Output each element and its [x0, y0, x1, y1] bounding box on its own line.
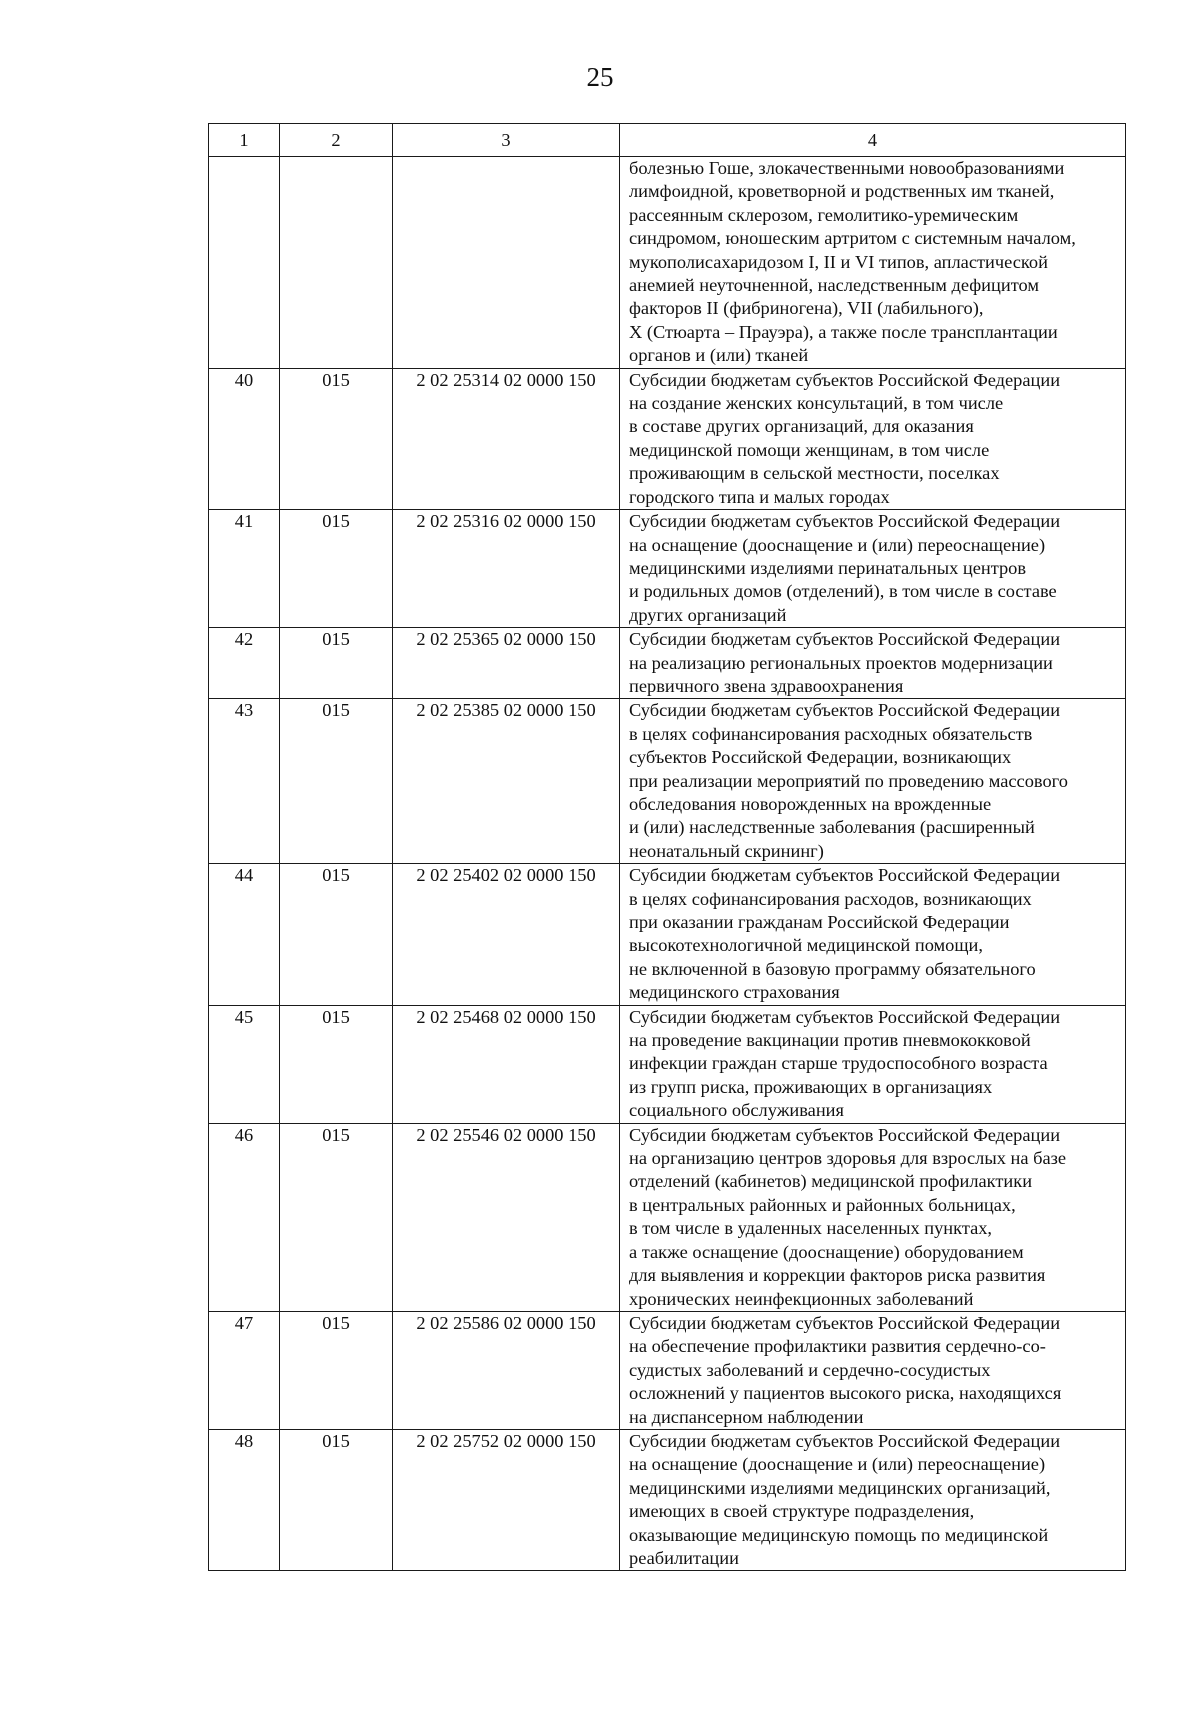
income-description: [620, 1005, 1126, 1123]
description-line: социального обслуживания: [629, 1100, 844, 1121]
row-number: 40: [209, 368, 280, 509]
header-row: [209, 124, 1126, 157]
description-line: и (или) наследственные заболевания (расширенный: [629, 817, 1035, 838]
description-line: для выявления и коррекции факторов риска развития: [629, 1265, 1046, 1286]
description-line: неонатальный скрининг): [629, 840, 824, 861]
description-line: хронических неинфекционных заболеваний: [629, 1288, 974, 1309]
description-line: Субсидии бюджетам субъектов Российской Федерации: [629, 865, 1061, 886]
description-line: Субсидии бюджетам субъектов Российской Федерации: [629, 1124, 1061, 1145]
row-number: 41: [209, 510, 280, 628]
description-line: реабилитации: [629, 1547, 739, 1568]
budget-classification-code: 2 02 25365 02 0000 150: [393, 628, 620, 699]
description-line: первичного звена здравоохранения: [629, 675, 904, 696]
column-header-2: 2: [280, 124, 393, 157]
income-description: [620, 1123, 1126, 1311]
description-line: из групп риска, проживающих в организациях: [629, 1076, 993, 1097]
table-row: [209, 157, 1126, 369]
income-description: [620, 699, 1126, 864]
budget-classification-code: 2 02 25468 02 0000 150: [393, 1005, 620, 1123]
description-line: на оснащение (дооснащение и (или) переоснащение): [629, 1454, 1046, 1475]
description-line: в составе других организаций, для оказания: [629, 416, 974, 437]
description-line: осложнений у пациентов высокого риска, находящихся: [629, 1383, 1062, 1404]
row-number: [209, 157, 280, 369]
description-line: проживающим в сельской местности, поселках: [629, 463, 1000, 484]
administrator-code: 015: [280, 628, 393, 699]
description-line: на создание женских консультаций, в том числе: [629, 393, 1004, 414]
row-number: 43: [209, 699, 280, 864]
budget-code-table: [208, 123, 1126, 1571]
administrator-code: 015: [280, 368, 393, 509]
description-line: на диспансерном наблюдении: [629, 1406, 864, 1427]
table-row: [209, 864, 1126, 1005]
budget-classification-code: 2 02 25314 02 0000 150: [393, 368, 620, 509]
description-line: других организаций: [629, 604, 787, 625]
description-line: медицинской помощи женщинам, в том числе: [629, 439, 990, 460]
description-line: судистых заболеваний и сердечно-сосудистых: [629, 1359, 991, 1380]
description-line: органов и (или) тканей: [629, 345, 809, 366]
description-line: а также оснащение (дооснащение) оборудованием: [629, 1241, 1024, 1262]
description-line: медицинскими изделиями медицинских организаций,: [629, 1477, 1051, 1498]
description-line: Субсидии бюджетам субъектов Российской Федерации: [629, 1006, 1061, 1027]
column-header-4: 4: [620, 124, 1126, 157]
income-description: [620, 157, 1126, 369]
table-body: [209, 157, 1126, 1571]
description-line: высокотехнологичной медицинской помощи,: [629, 935, 983, 956]
description-line: на проведение вакцинации против пневмококковой: [629, 1030, 1031, 1051]
description-line: при реализации мероприятий по проведению массового: [629, 770, 1068, 791]
description-line: Субсидии бюджетам субъектов Российской Федерации: [629, 1312, 1061, 1333]
budget-classification-code: 2 02 25316 02 0000 150: [393, 510, 620, 628]
description-line: в центральных районных и районных больницах,: [629, 1194, 1016, 1215]
description-line: анемией неуточненной, наследственным дефицитом: [629, 275, 1039, 296]
description-line: отделений (кабинетов) медицинской профилактики: [629, 1171, 1033, 1192]
administrator-code: 015: [280, 1311, 393, 1429]
description-line: на обеспечение профилактики развития сердечно-со-: [629, 1336, 1046, 1357]
description-line: на организацию центров здоровья для взрослых на базе: [629, 1148, 1067, 1169]
description-line: медицинскими изделиями перинатальных центров: [629, 557, 1027, 578]
budget-classification-code: 2 02 25586 02 0000 150: [393, 1311, 620, 1429]
description-line: X (Стюарта – Прауэра), а также после трансплантации: [629, 321, 1058, 342]
income-description: [620, 368, 1126, 509]
table-row: [209, 628, 1126, 699]
column-header-3: 3: [393, 124, 620, 157]
row-number: 48: [209, 1429, 280, 1570]
administrator-code: 015: [280, 1123, 393, 1311]
table-row: [209, 1429, 1126, 1570]
income-description: [620, 1429, 1126, 1570]
column-header-1: 1: [209, 124, 280, 157]
description-line: на реализацию региональных проектов модернизации: [629, 652, 1053, 673]
description-line: в целях софинансирования расходных обязательств: [629, 723, 1033, 744]
description-line: болезнью Гоше, злокачественными новообразованиями: [629, 158, 1065, 178]
description-line: оказывающие медицинскую помощь по медицинской: [629, 1524, 1049, 1545]
description-line: в том числе в удаленных населенных пунктах,: [629, 1218, 993, 1239]
administrator-code: [280, 157, 393, 369]
description-line: факторов II (фибриногена), VII (лабильного),: [629, 298, 984, 319]
table-row: [209, 368, 1126, 509]
description-line: Субсидии бюджетам субъектов Российской Федерации: [629, 511, 1061, 532]
description-line: синдромом, юношеским артритом с системным началом,: [629, 228, 1076, 249]
table-row: [209, 1123, 1126, 1311]
description-line: при оказании гражданам Российской Федерации: [629, 912, 1010, 932]
description-line: не включенной в базовую программу обязательного: [629, 958, 1036, 979]
budget-classification-code: 2 02 25752 02 0000 150: [393, 1429, 620, 1570]
description-line: инфекции граждан старше трудоспособного возраста: [629, 1053, 1048, 1074]
table-row: [209, 1005, 1126, 1123]
income-description: [620, 628, 1126, 699]
description-line: Субсидии бюджетам субъектов Российской Федерации: [629, 629, 1061, 650]
description-line: в целях софинансирования расходов, возникающих: [629, 888, 1032, 909]
table-row: [209, 510, 1126, 628]
row-number: 46: [209, 1123, 280, 1311]
page-number: 25: [586, 62, 614, 92]
administrator-code: 015: [280, 1429, 393, 1570]
description-line: субъектов Российской Федерации, возникающих: [629, 747, 1012, 768]
table-row: [209, 699, 1126, 864]
table-header: [209, 124, 1126, 157]
description-line: медицинского страхования: [629, 982, 840, 1003]
description-line: Субсидии бюджетам субъектов Российской Федерации: [629, 1430, 1061, 1451]
row-number: 44: [209, 864, 280, 1005]
administrator-code: 015: [280, 1005, 393, 1123]
description-line: городского типа и малых городах: [629, 486, 890, 507]
description-line: рассеянным склерозом, гемолитико-уремическим: [629, 204, 1019, 225]
description-line: имеющих в своей структуре подразделения,: [629, 1501, 975, 1522]
description-line: и родильных домов (отделений), в том числе в составе: [629, 581, 1057, 602]
administrator-code: 015: [280, 864, 393, 1005]
administrator-code: 015: [280, 510, 393, 628]
description-line: на оснащение (дооснащение и (или) переоснащение): [629, 534, 1046, 555]
row-number: 45: [209, 1005, 280, 1123]
description-line: мукополисахаридозом I, II и VI типов, апластической: [629, 251, 1048, 272]
description-line: Субсидии бюджетам субъектов Российской Федерации: [629, 700, 1061, 721]
budget-classification-code: 2 02 25385 02 0000 150: [393, 699, 620, 864]
administrator-code: 015: [280, 699, 393, 864]
row-number: 47: [209, 1311, 280, 1429]
row-number: 42: [209, 628, 280, 699]
table-row: [209, 1311, 1126, 1429]
budget-classification-code: [393, 157, 620, 369]
description-line: лимфоидной, кроветворной и родственных им тканей,: [629, 181, 1055, 202]
income-description: [620, 510, 1126, 628]
description-line: Субсидии бюджетам субъектов Российской Федерации: [629, 369, 1061, 390]
income-description: [620, 1311, 1126, 1429]
description-line: обследования новорожденных на врожденные: [629, 793, 992, 814]
budget-classification-code: 2 02 25402 02 0000 150: [393, 864, 620, 1005]
budget-classification-code: 2 02 25546 02 0000 150: [393, 1123, 620, 1311]
income-description: [620, 864, 1126, 1005]
